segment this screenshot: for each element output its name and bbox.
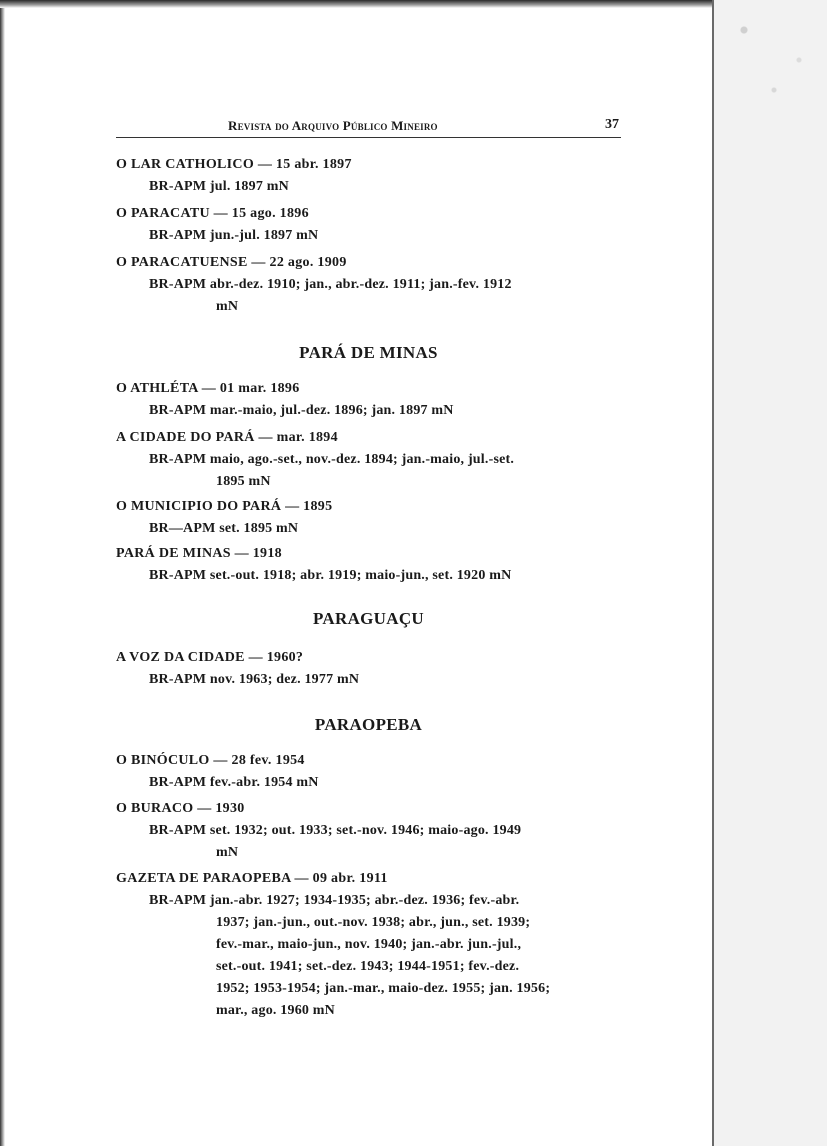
entry-binoculo xyxy=(116,750,626,794)
entry-title: A CIDADE DO PARÁ — mar. 1894 xyxy=(116,430,338,445)
entry-holding: BR—APM set. 1895 mN xyxy=(149,521,299,536)
entry-title: O ATHLÉTA — 01 mar. 1896 xyxy=(116,381,300,396)
entry-title: O LAR CATHOLICO — 15 abr. 1897 xyxy=(116,157,352,172)
section-heading-para-de-minas: PARÁ DE MINAS xyxy=(299,343,438,362)
entry-holding-continued: 1895 mN xyxy=(216,474,271,489)
entry-holding: BR-APM jan.-abr. 1927; 1934-1935; abr.-dez. 1936; fev.-abr. xyxy=(149,893,520,908)
running-title: Revista do Arquivo Público Mineiro xyxy=(228,118,438,133)
entry-holding-continued: set.-out. 1941; set.-dez. 1943; 1944-1951; fev.-dez. xyxy=(216,959,520,974)
entry-holding: BR-APM fev.-abr. 1954 mN xyxy=(149,775,319,790)
entry-athleta xyxy=(116,378,626,422)
entry-holding-continued: fev.-mar., maio-jun., nov. 1940; jan.-abr. jun.-jul., xyxy=(216,937,522,952)
header-rule xyxy=(116,137,621,138)
entry-holding: BR-APM nov. 1963; dez. 1977 mN xyxy=(149,672,360,687)
entry-cidade-do-para xyxy=(116,427,626,493)
entry-buraco xyxy=(116,798,626,864)
page-header xyxy=(116,117,621,137)
entry-holding-continued: 1952; 1953-1954; jan.-mar., maio-dez. 1955; jan. 1956; xyxy=(216,981,551,996)
entry-title: O PARACATU — 15 ago. 1896 xyxy=(116,206,309,221)
page-number: 37 xyxy=(605,117,619,132)
entry-municipio-do-para xyxy=(116,496,626,540)
entry-title: O BINÓCULO — 28 fev. 1954 xyxy=(116,753,305,768)
entry-voz-da-cidade xyxy=(116,647,626,691)
entry-para-de-minas xyxy=(116,543,626,587)
entry-paracatuense xyxy=(116,252,626,318)
entry-holding: BR-APM jul. 1897 mN xyxy=(149,179,289,194)
entry-lar-catholico xyxy=(116,154,626,198)
entry-holding-continued: 1937; jan.-jun., out.-nov. 1938; abr., jun., set. 1939; xyxy=(216,915,531,930)
entry-title: O BURACO — 1930 xyxy=(116,801,245,816)
adjacent-page-edge xyxy=(712,0,827,1146)
entry-holding-continued: mN xyxy=(216,299,239,314)
entry-gazeta-de-paraopeba xyxy=(116,868,626,1022)
entry-paracatu xyxy=(116,203,626,247)
entry-holding: BR-APM set. 1932; out. 1933; set.-nov. 1946; maio-ago. 1949 xyxy=(149,823,522,838)
entry-title: GAZETA DE PARAOPEBA — 09 abr. 1911 xyxy=(116,871,388,886)
entry-title: O PARACATUENSE — 22 ago. 1909 xyxy=(116,255,347,270)
entry-holding: BR-APM maio, ago.-set., nov.-dez. 1894; jan.-maio, jul.-set. xyxy=(149,452,515,467)
entry-holding-continued: mN xyxy=(216,845,239,860)
entry-title: A VOZ DA CIDADE — 1960? xyxy=(116,650,304,665)
section-heading-paraguacu: PARAGUAÇU xyxy=(313,609,424,628)
entry-holding-continued: mar., ago. 1960 mN xyxy=(216,1003,335,1018)
entry-title: O MUNICIPIO DO PARÁ — 1895 xyxy=(116,499,333,514)
entry-holding: BR-APM abr.-dez. 1910; jan., abr.-dez. 1911; jan.-fev. 1912 xyxy=(149,277,512,292)
entry-holding: BR-APM set.-out. 1918; abr. 1919; maio-jun., set. 1920 mN xyxy=(149,568,512,583)
entry-holding: BR-APM jun.-jul. 1897 mN xyxy=(149,228,319,243)
section-heading-paraopeba: PARAOPEBA xyxy=(314,715,423,734)
entry-holding: BR-APM mar.-maio, jul.-dez. 1896; jan. 1897 mN xyxy=(149,403,454,418)
entry-title: PARÁ DE MINAS — 1918 xyxy=(116,546,282,561)
